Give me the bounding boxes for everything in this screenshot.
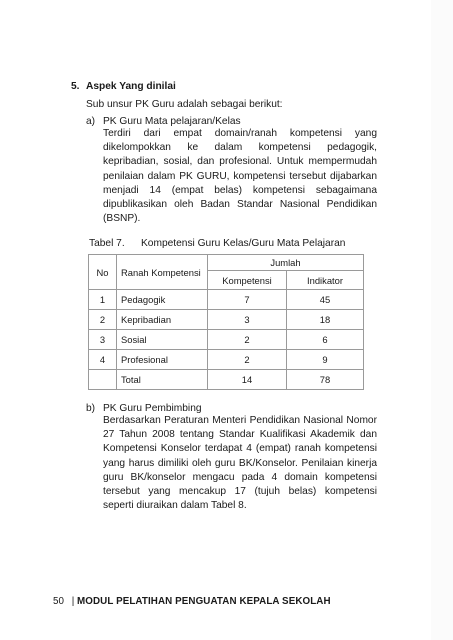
- table-row: [89, 330, 364, 350]
- header-jumlah: Jumlah: [208, 255, 364, 271]
- cell-total-label: Total: [117, 370, 208, 390]
- paragraph-line: (BSNP).: [103, 213, 141, 225]
- paragraph-line: 27 Tahun 2008 tentang Standar Kualifikasi Akademik dan: [103, 429, 377, 441]
- table-header-row: [89, 255, 364, 271]
- cell-total-kompetensi: 14: [208, 370, 287, 390]
- cell-no: 2: [89, 310, 117, 330]
- cell-ranah: Pedagogik: [117, 290, 208, 310]
- paragraph-line: Kompetensi Konselor terdapat 4 (empat) ranah kompetensi: [103, 443, 377, 455]
- header-no: No: [89, 255, 117, 290]
- subsection-a-label: a): [86, 116, 96, 127]
- cell-indikator: 9: [287, 350, 364, 370]
- cell-ranah: Sosial: [117, 330, 208, 350]
- table-caption-title: Kompetensi Guru Kelas/Guru Mata Pelajaran: [141, 238, 346, 249]
- cell-no: 4: [89, 350, 117, 370]
- table-row: [89, 310, 364, 330]
- subsection-b-heading: [86, 403, 202, 414]
- cell-ranah: Kepribadian: [117, 310, 208, 330]
- paragraph-line: guru BK/konselor mengacu pada 4 domain kompetensi: [103, 471, 377, 483]
- cell-no: 3: [89, 330, 117, 350]
- subsection-b-paragraph: [103, 414, 377, 513]
- cell-no-empty: [89, 370, 117, 390]
- paragraph-line: tersebut yang mencakup 17 (tujuh belas) kompetensi: [103, 485, 377, 497]
- page-edge: [431, 0, 453, 640]
- table-row: [89, 350, 364, 370]
- cell-indikator: 18: [287, 310, 364, 330]
- page-number: 50: [53, 596, 64, 607]
- paragraph-line: Berdasarkan Peraturan Menteri Pendidikan Nasional Nomor: [103, 415, 377, 426]
- paragraph-line: seperti diuraikan dalam Tabel 8.: [103, 500, 247, 512]
- table-total-row: [89, 370, 364, 390]
- paragraph-line: dikelompokkan ke dalam kompetensi pedagogik,: [103, 142, 377, 154]
- footer-title: MODUL PELATIHAN PENGUATAN KEPALA SEKOLAH: [77, 596, 331, 607]
- table-caption: [89, 238, 345, 249]
- cell-kompetensi: 2: [208, 350, 287, 370]
- subsection-b-title: PK Guru Pembimbing: [103, 403, 202, 414]
- subsection-b-label: b): [86, 403, 96, 414]
- paragraph-line: menjadi 14 (empat belas) kompetensi sebagaimana: [103, 184, 377, 196]
- cell-kompetensi: 2: [208, 330, 287, 350]
- paragraph-line: yang harus dimiliki oleh guru BK/Konselor. Penilaian kinerja: [103, 457, 377, 469]
- paragraph-line: Terdiri dari empat domain/ranah kompetensi yang: [103, 128, 377, 139]
- cell-indikator: 45: [287, 290, 364, 310]
- header-ranah: Ranah Kompetensi: [117, 255, 208, 290]
- paragraph-line: kepribadian, sosial, dan profesional. Untuk mempermudah: [103, 156, 377, 168]
- section-title-text: Aspek Yang dinilai: [86, 81, 176, 92]
- paragraph-line: dipublikasikan oleh Badan Standar Nasional Pendidikan: [103, 198, 377, 210]
- section-number: 5.: [71, 81, 80, 92]
- table-caption-number: Tabel 7.: [89, 238, 125, 249]
- subsection-a-heading: [86, 116, 241, 127]
- footer-separator: |: [71, 596, 75, 607]
- subsection-a-paragraph: [103, 127, 377, 226]
- cell-kompetensi: 7: [208, 290, 287, 310]
- cell-ranah: Profesional: [117, 350, 208, 370]
- header-kompetensi: Kompetensi: [208, 271, 287, 290]
- intro-text: Sub unsur PK Guru adalah sebagai berikut:: [86, 99, 283, 110]
- cell-no: 1: [89, 290, 117, 310]
- table-row: [89, 290, 364, 310]
- section-heading: [71, 81, 176, 92]
- paragraph-line: penilaian dalam PK GURU, kompetensi tersebut dijabarkan: [103, 170, 377, 182]
- cell-total-indikator: 78: [287, 370, 364, 390]
- page-footer: [53, 596, 331, 607]
- competency-table: [88, 254, 364, 390]
- subsection-a-title: PK Guru Mata pelajaran/Kelas: [103, 116, 241, 127]
- header-indikator: Indikator: [287, 271, 364, 290]
- cell-indikator: 6: [287, 330, 364, 350]
- cell-kompetensi: 3: [208, 310, 287, 330]
